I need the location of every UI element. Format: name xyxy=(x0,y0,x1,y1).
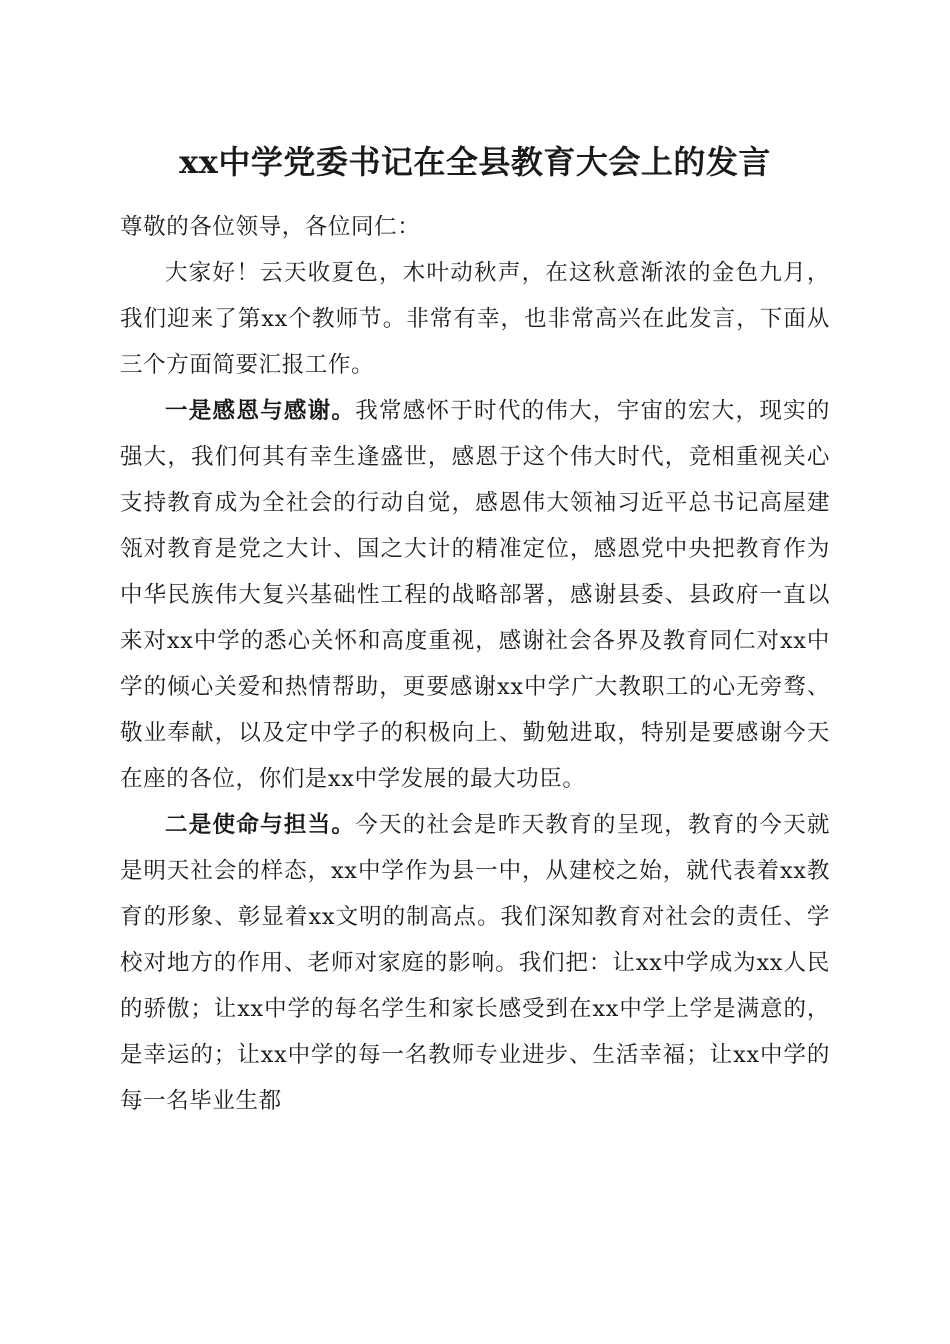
document-body xyxy=(120,204,830,1124)
paragraph-gratitude xyxy=(120,388,830,802)
paragraph-text: 今天的社会是昨天教育的呈现，教育的今天就是明天社会的样态，xx中学作为县一中，从建校之始，就代表着xx教育的形象、彰显着xx文明的制高点。我们深知教育对社会的责任、学校对地方的作用、老师对家庭的影响。我们把：让xx中学成为xx人民的骄傲；让xx中学的每名学生和家长感受到在xx中学上学是满意的，是幸运的；让xx中学的每一名教师专业进步、生活幸福；让xx中学的每一名毕业生都 xyxy=(120,812,830,1114)
salutation: 尊敬的各位领导，各位同仁： xyxy=(120,214,421,240)
paragraph-mission xyxy=(120,802,830,1124)
document-title: xx中学党委书记在全县教育大会上的发言 xyxy=(179,143,771,181)
paragraph-text: 我常感怀于时代的伟大，宇宙的宏大，现实的强大，我们何其有幸生逢盛世，感恩于这个伟大时代，竞相重视关心支持教育成为全社会的行动自觉，感恩伟大领袖习近平总书记高屋建瓴对教育是党之大计、国之大计的精准定位，感恩党中央把教育作为中华民族伟大复兴基础性工程的战略部署，感谢县委、县政府一直以来对xx中学的悉心关怀和高度重视，感谢社会各界及教育同仁对xx中学的倾心关爱和热情帮助，更要感谢xx中学广大教职工的心无旁骛、敬业奉献，以及定中学子的积极向上、勤勉进取，特别是要感谢今天在座的各位，你们是xx中学发展的最大功臣。 xyxy=(120,398,830,792)
paragraph-text: 大家好！云天收夏色，木叶动秋声，在这秋意渐浓的金色九月，我们迎来了第xx个教师节。非常有幸，也非常高兴在此发言，下面从三个方面简要汇报工作。 xyxy=(120,260,830,378)
paragraph-lead: 二是使命与担当。 xyxy=(165,812,356,838)
paragraph-lead: 一是感恩与感谢。 xyxy=(165,398,356,424)
paragraph-greeting xyxy=(120,250,830,388)
